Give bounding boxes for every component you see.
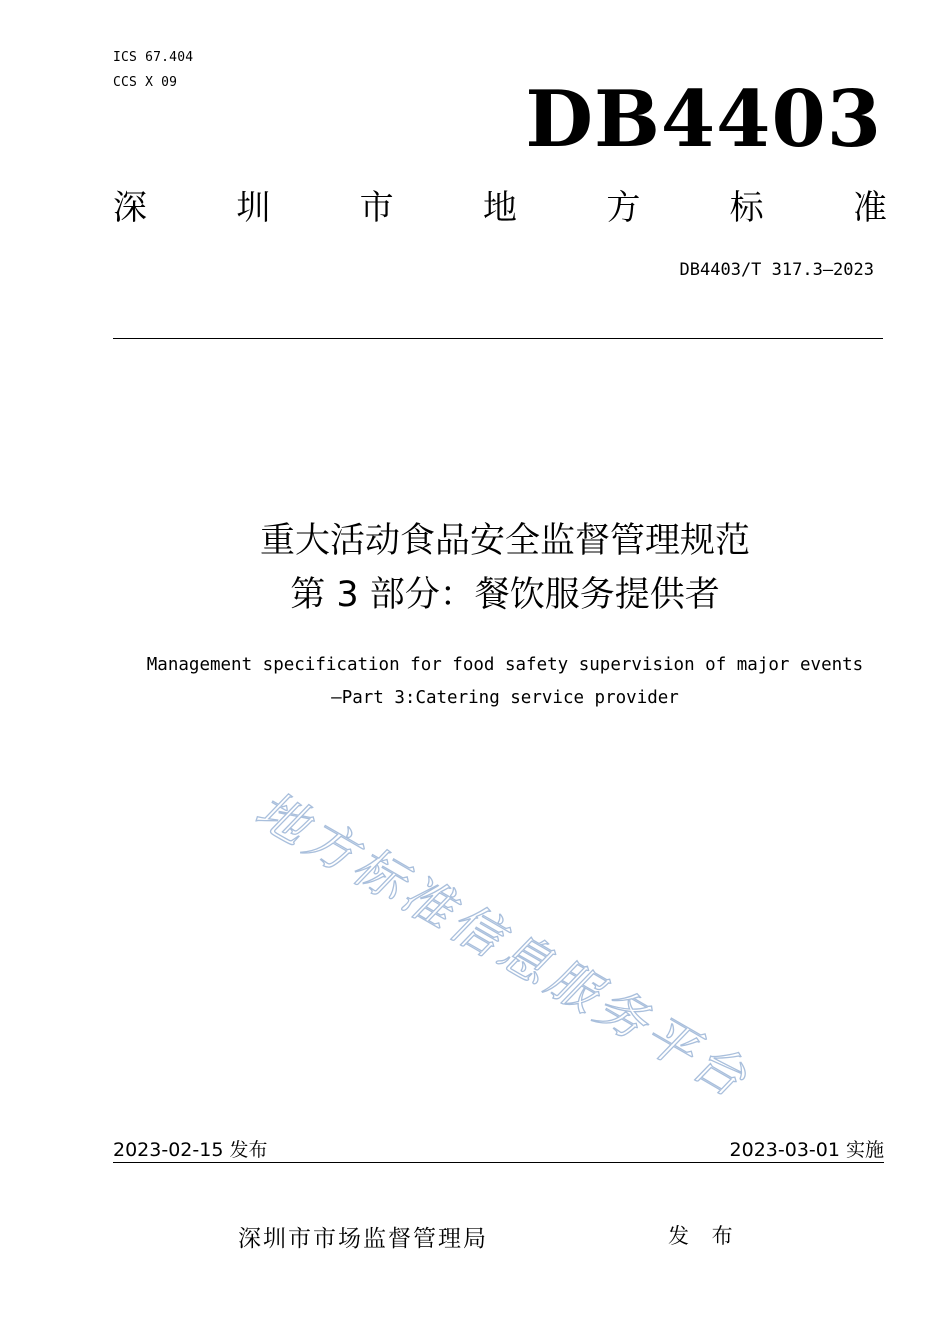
standard-type-char: 准 [852, 188, 887, 228]
standard-type-char: 市 [359, 188, 394, 228]
title-en-line1: Management specification for food safety supervision of major events [146, 655, 864, 675]
issue-action: 发 布 [668, 1224, 741, 1248]
standard-number: DB4403/T 317.3—2023 [679, 260, 874, 280]
title-cn-line2: 第 3 部分：餐饮服务提供者 [290, 575, 720, 615]
standard-type-char: 圳 [236, 188, 271, 228]
watermark [240, 780, 800, 1140]
standard-type-char: 标 [729, 188, 764, 228]
title-en-line2: —Part 3:Catering service provider [331, 688, 679, 708]
publish-date: 2023-02-15 发布 [113, 1139, 268, 1161]
standard-type-char: 地 [482, 188, 517, 228]
top-divider [113, 338, 883, 339]
bottom-divider [113, 1162, 884, 1163]
standard-prefix-code: DB4403 [525, 74, 882, 165]
watermark-text: 地方标准信息服务平台 [246, 780, 760, 1111]
ics-code: ICS 67.404 [113, 50, 194, 65]
date-row [113, 1138, 884, 1162]
standard-type-char: 方 [606, 188, 641, 228]
standard-type-heading [113, 186, 887, 230]
implement-date: 2023-03-01 实施 [729, 1139, 884, 1161]
issuer-name: 深圳市市场监督管理局 [238, 1226, 488, 1252]
title-cn-line1: 重大活动食品安全监督管理规范 [259, 521, 750, 561]
standard-type-char: 深 [113, 188, 147, 228]
ccs-code: CCS X 09 [113, 75, 178, 90]
